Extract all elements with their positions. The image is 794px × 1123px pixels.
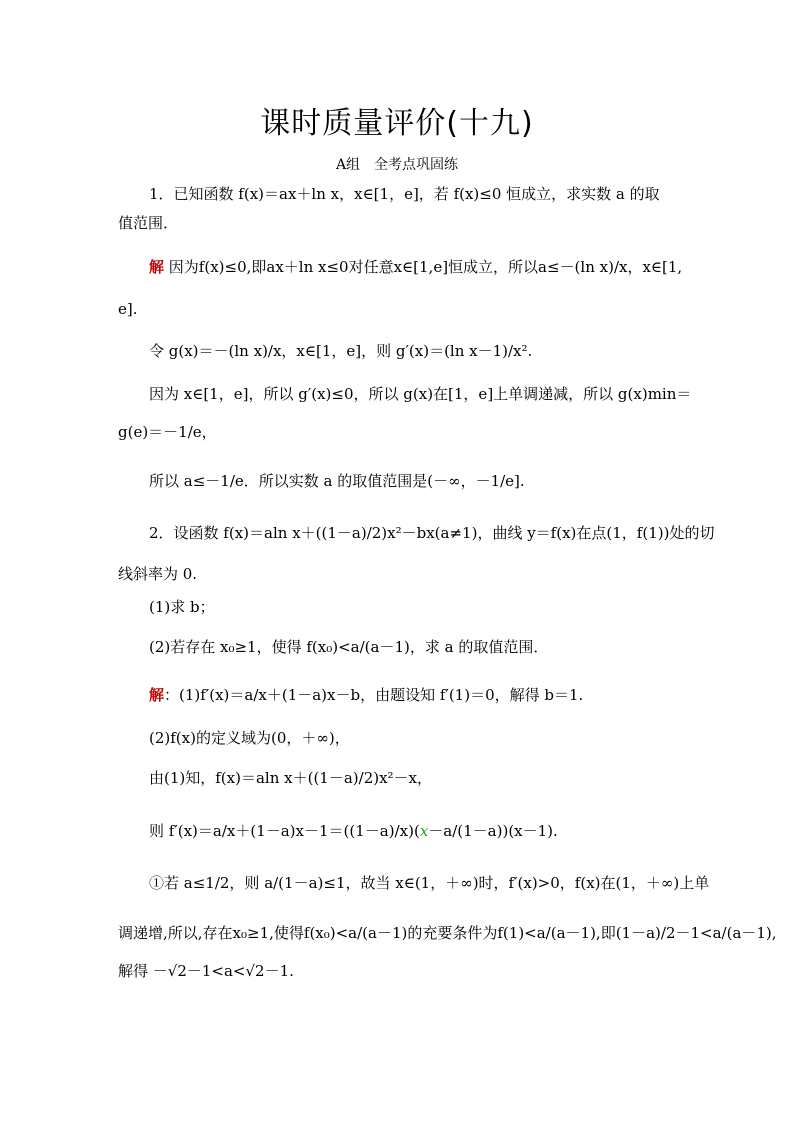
solution-label-2: 解	[149, 686, 165, 704]
solution-1-line-3: 令 g(x)＝－(ln x)/x，x∈[1，e]，则 g′(x)＝(ln x－1)/x².	[149, 342, 533, 360]
solution-2-line-7: 解得 －√2－1<a<√2－1.	[118, 962, 294, 980]
problem-2-part-1: (1)求 b；	[149, 598, 215, 616]
solution-2-line-2: (2)f(x)的定义域为(0，＋∞)，	[149, 729, 350, 747]
page-title: 课时质量评价(十九)	[260, 106, 534, 141]
problem-1-line-2: 值范围．	[118, 214, 179, 232]
solution-2-line-5: ①若 a≤1/2，则 a/(1－a)≤1，故当 x∈(1，＋∞)时，f′(x)>0，f(x)在(1，＋∞)上单	[149, 874, 710, 892]
highlighted-x: x	[419, 822, 429, 840]
problem-2-line-1: 2．设函数 f(x)＝aln x＋((1－a)/2)x²－bx(a≠1)，曲线 y＝f(x)在点(1，f(1))处的切	[149, 524, 715, 542]
solution-2-line-3: 由(1)知，f(x)＝aln x＋((1－a)/2)x²－x，	[149, 769, 433, 787]
solution-1-line-2: e].	[118, 300, 138, 318]
solution-1-line-1: 解 因为f(x)≤0,即ax＋ln x≤0对任意x∈[1,e]恒成立，所以a≤－(ln x)/x，x∈[1,	[149, 258, 683, 276]
solution-1-line-5: g(e)＝－1/e，	[118, 423, 217, 441]
solution-1-line-4: 因为 x∈[1，e]，所以 g′(x)≤0，所以 g(x)在[1，e]上单调递减，所以 g(x)min＝	[149, 385, 692, 403]
solution-2-line-4: 则 f′(x)＝a/x＋(1－a)x－1＝((1－a)/x)(x－a/(1－a))(x－1).	[149, 822, 558, 840]
section-subtitle: A组 全考点巩固练	[335, 157, 459, 173]
solution-label: 解	[149, 258, 165, 276]
problem-2-line-2: 线斜率为 0.	[118, 565, 198, 583]
solution-1-line-6: 所以 a≤－1/e．所以实数 a 的取值范围是(－∞，－1/e].	[149, 472, 525, 490]
solution-2-line-6: 调递增,所以,存在x₀≥1,使得f(x₀)<a/(a－1)的充要条件为f(1)<a/(a－1),即(1－a)/2－1<a/(a－1),	[118, 924, 777, 942]
problem-2-part-2: (2)若存在 x₀≥1，使得 f(x₀)<a/(a－1)，求 a 的取值范围．	[149, 638, 549, 656]
solution-2-line-1: 解：(1)f′(x)＝a/x＋(1－a)x－b，由题设知 f′(1)＝0，解得 b＝1.	[149, 686, 584, 704]
problem-1-line-1: 1．已知函数 f(x)＝ax＋ln x，x∈[1，e]，若 f(x)≤0 恒成立，求实数 a 的取	[149, 185, 660, 203]
